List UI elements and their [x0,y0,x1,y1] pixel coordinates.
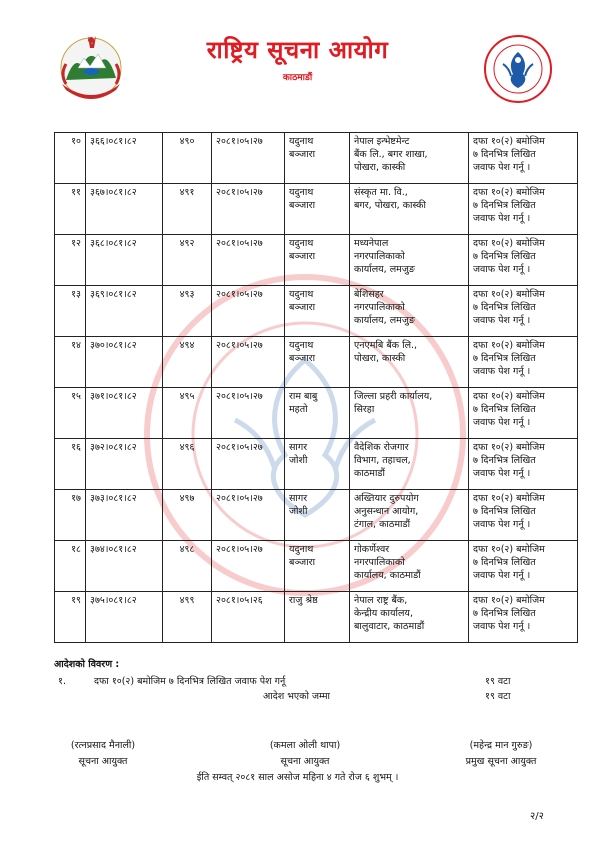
row-serial-number: १८ [55,541,86,592]
row-applicant-line: सागर [289,442,308,453]
row-decision-line: जवाफ पेश गर्नू । [473,519,531,530]
row-applicant [285,286,350,337]
row-decision-line: दफा १०(२) बमोजिम [473,238,545,249]
summary-item-sn: १. [58,676,66,687]
row-applicant [285,184,350,235]
summary-item-count: १९ वटा [485,676,511,687]
row-registration-number: ३६७।०८१।८२ [86,184,163,235]
row-applicant-line: राम बाबु [289,391,318,402]
row-decision-line: जवाफ पेश गर्नू । [473,570,531,581]
row-decision-line: जवाफ पेश गर्नू । [473,162,531,173]
row-date: २०८१।०५।२७ [212,235,285,286]
row-decision [469,541,578,592]
row-decision-line: जवाफ पेश गर्नू । [473,213,531,224]
row-decision-line: ७ दिनभित्र लिखित [473,251,536,262]
row-serial-number: १४ [55,337,86,388]
row-serial-number: ११ [55,184,86,235]
row-decision-line: ७ दिनभित्र लिखित [473,608,536,619]
row-respondent-line: बगर, पोखरा, कास्की [354,200,426,211]
row-registration-number: ३६६।०८१।८२ [86,133,163,184]
row-decision-line: दफा १०(२) बमोजिम [473,442,545,453]
row-respondent-line: नगरपालिकाको [354,302,405,313]
row-date: २०८१।०५।२७ [212,337,285,388]
signatory-name: (महेन्द्र मान गुरुङ) [469,740,533,751]
table-row [55,490,578,541]
row-decision-line: जवाफ पेश गर्नू । [473,417,531,428]
row-decision [469,133,578,184]
row-date: २०८१।०५।२७ [212,439,285,490]
row-applicant-line: बञ्जारा [289,353,316,364]
row-respondent-line: कार्यालय, काठमाडौं [354,570,421,581]
row-decision-line: जवाफ पेश गर्नू । [473,366,531,377]
row-applicant-line: राजु श्रेष्ठ [289,595,318,606]
order-summary [54,657,554,704]
row-respondent [350,388,469,439]
table-row [55,184,578,235]
row-decision-number: ४९४ [163,337,212,388]
row-respondent-line: टंगाल, काठमाडौं [354,519,411,530]
row-decision-line: दफा १०(२) बमोजिम [473,289,545,300]
row-decision-number: ४९८ [163,541,212,592]
row-applicant [285,490,350,541]
commission-seal-icon [483,34,553,104]
row-serial-number: १७ [55,490,86,541]
row-respondent [350,541,469,592]
row-decision-line: ७ दिनभित्र लिखित [473,302,536,313]
row-respondent [350,286,469,337]
row-respondent-line: अख्तियार दुरुपयोग [354,493,419,504]
row-respondent-line: केन्द्रीय कार्यालय, [354,608,413,619]
row-respondent-line: बेशिसहर [354,289,384,300]
row-decision-line: दफा १०(२) बमोजिम [473,544,545,555]
row-decision-number: ४९७ [163,490,212,541]
signatory-role: प्रमुख सूचना आयुक्त [465,756,537,767]
row-applicant [285,337,350,388]
row-serial-number: १२ [55,235,86,286]
summary-total-label: आदेश भएको जम्मा [263,691,330,702]
row-respondent-line: एनएमबि बैंक लि., [354,340,418,351]
row-respondent-line: मध्यनेपाल [354,238,389,249]
row-decision [469,337,578,388]
row-serial-number: १० [55,133,86,184]
row-respondent-line: गोकर्णेश्वर [354,544,390,555]
row-decision [469,286,578,337]
row-decision-line: दफा १०(२) बमोजिम [473,595,545,606]
row-serial-number: १५ [55,388,86,439]
table-row [55,592,578,643]
row-applicant-line: बञ्जारा [289,557,316,568]
row-decision-line: दफा १०(२) बमोजिम [473,391,545,402]
page-number: २/२ [530,811,544,822]
page-title: राष्ट्रिय सूचना आयोग [206,36,389,64]
row-respondent [350,235,469,286]
row-decision-line: ७ दिनभित्र लिखित [473,200,536,211]
row-registration-number: ३६८।०८१।८२ [86,235,163,286]
row-applicant-line: यदुनाथ [289,136,314,147]
row-decision [469,184,578,235]
table-row [55,286,578,337]
summary-item [54,674,554,689]
row-serial-number: १९ [55,592,86,643]
row-decision [469,235,578,286]
row-decision-number: ४९२ [163,235,212,286]
row-decision-line: जवाफ पेश गर्नू । [473,315,531,326]
row-decision-line: ७ दिनभित्र लिखित [473,404,536,415]
row-respondent-line: पोखरा, कास्की [354,353,406,364]
row-respondent-line: नेपाल इन्भेष्टमेन्ट [354,136,410,147]
row-decision-line: ७ दिनभित्र लिखित [473,557,536,568]
row-applicant-line: महतो [289,404,308,415]
row-decision-line: ७ दिनभित्र लिखित [473,506,536,517]
row-respondent [350,133,469,184]
row-applicant-line: यदुनाथ [289,340,314,351]
row-respondent [350,490,469,541]
row-date: २०८१।०५।२६ [212,592,285,643]
summary-item-text: दफा १०(२) बमोजिम ७ दिनभित्र लिखित जवाफ पेश गर्नू [94,676,286,687]
row-respondent-line: पोखरा, कास्की [354,162,406,173]
row-respondent-line: कार्यालय, लमजुङ [354,264,415,275]
row-applicant-line: जोशी [289,455,308,466]
row-applicant [285,592,350,643]
row-respondent-line: अनुसन्धान आयोग, [354,506,419,517]
row-decision-number: ४९० [163,133,212,184]
summary-total-count: १९ वटा [485,691,511,702]
row-registration-number: ३७०।०८१।८२ [86,337,163,388]
row-applicant-line: यदुनाथ [289,289,314,300]
row-registration-number: ३७४।०८१।८२ [86,541,163,592]
row-applicant [285,439,350,490]
row-date: २०८१।०५।२७ [212,388,285,439]
row-respondent-line: संस्कृत मा. वि., [354,187,408,198]
signatory-role: सूचना आयुक्त [78,756,128,767]
row-registration-number: ३७५।०८१।८२ [86,592,163,643]
row-respondent-line: सिरहा [354,404,375,415]
row-respondent-line: बालुवाटार, काठमाडौं [354,621,425,632]
row-serial-number: १३ [55,286,86,337]
row-date: २०८१।०५।२७ [212,490,285,541]
row-date: २०८१।०५।२७ [212,133,285,184]
row-applicant-line: बञ्जारा [289,251,316,262]
table-row [55,337,578,388]
row-respondent [350,184,469,235]
row-respondent-line: नेपाल राष्ट्र बैंक, [354,595,408,606]
row-respondent-line: काठमाडौं [354,468,385,479]
table-row [55,439,578,490]
row-applicant [285,541,350,592]
row-registration-number: ३७३।०८१।८२ [86,490,163,541]
row-registration-number: ३७२।०८१।८२ [86,439,163,490]
row-decision-number: ४९६ [163,439,212,490]
row-decision-number: ४९९ [163,592,212,643]
page-subtitle: काठमाडौं [282,73,313,83]
signatory-role: सूचना आयुक्त [280,756,330,767]
row-decision-line: ७ दिनभित्र लिखित [473,353,536,364]
decision-table [54,132,578,643]
row-applicant [285,388,350,439]
row-respondent-line: कार्यालय, लमजुङ [354,315,415,326]
row-decision [469,490,578,541]
row-respondent-line: नगरपालिकाको [354,557,405,568]
row-respondent [350,337,469,388]
row-applicant-line: जोशी [289,506,308,517]
row-date: २०८१।०५।२७ [212,286,285,337]
row-respondent-line: नगरपालिकाको [354,251,405,262]
row-decision-number: ४९१ [163,184,212,235]
row-applicant-line: बञ्जारा [289,302,316,313]
row-respondent-line: बैंक लि., बगर शाखा, [354,149,428,160]
signatory-name: (रत्नप्रसाद मैनाली) [70,740,136,751]
row-applicant-line: बञ्जारा [289,149,316,160]
row-decision-number: ४९५ [163,388,212,439]
row-date: २०८१।०५।२७ [212,541,285,592]
row-decision-line: जवाफ पेश गर्नू । [473,621,531,632]
summary-heading: आदेशको विवरण : [54,659,120,670]
row-serial-number: १६ [55,439,86,490]
row-respondent [350,592,469,643]
signatory-3 [436,738,566,770]
table-row [55,388,578,439]
row-decision-line: जवाफ पेश गर्नू । [473,468,531,479]
row-decision [469,388,578,439]
row-respondent-line: विभाग, तहाचल, [354,455,411,466]
row-applicant-line: यदुनाथ [289,187,314,198]
row-decision-line: दफा १०(२) बमोजिम [473,136,545,147]
summary-total [54,689,554,704]
row-registration-number: ३६९।०८१।८२ [86,286,163,337]
row-decision [469,592,578,643]
row-applicant-line: सागर [289,493,308,504]
row-decision [469,439,578,490]
row-registration-number: ३७१।०८१।८२ [86,388,163,439]
table-row [55,541,578,592]
signatory-name: (कमला ओली थापा) [269,740,341,751]
signatory-1 [48,738,158,770]
row-decision-line: दफा १०(२) बमोजिम [473,340,545,351]
row-decision-line: दफा १०(२) बमोजिम [473,493,545,504]
row-decision-line: जवाफ पेश गर्नू । [473,264,531,275]
row-applicant [285,133,350,184]
row-respondent-line: जिल्ला प्रहरी कार्यालय, [354,391,433,402]
signatory-2 [245,738,365,770]
row-respondent-line: वैदेशिक रोजगार [354,442,409,453]
row-applicant-line: यदुनाथ [289,544,314,555]
row-decision-line: दफा १०(२) बमोजिम [473,187,545,198]
row-decision-line: ७ दिनभित्र लिखित [473,455,536,466]
table-row [55,235,578,286]
table-row [55,133,578,184]
row-applicant [285,235,350,286]
row-respondent [350,439,469,490]
footer-date-line: ईति सम्वत् २०८१ साल असोज महिना ४ गते रोज ६ शुभम् । [196,772,399,783]
row-applicant-line: यदुनाथ [289,238,314,249]
row-decision-line: ७ दिनभित्र लिखित [473,149,536,160]
row-applicant-line: बञ्जारा [289,200,316,211]
row-date: २०८१।०५।२७ [212,184,285,235]
row-decision-number: ४९३ [163,286,212,337]
